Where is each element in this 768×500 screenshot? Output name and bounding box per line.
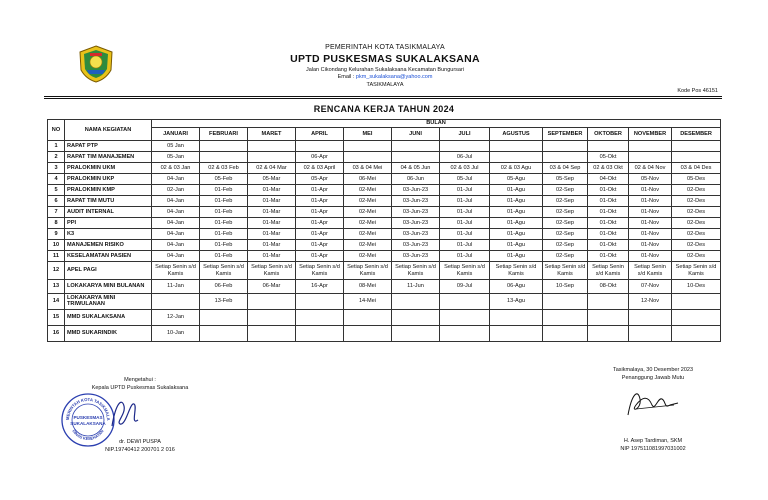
schedule-cell: 01-Jul [440, 218, 490, 229]
schedule-cell: 03-Jun-23 [392, 218, 440, 229]
header-month: SEPTEMBER [543, 128, 588, 141]
work-plan-table [47, 119, 721, 342]
table-row [48, 185, 721, 196]
table-row [48, 207, 721, 218]
schedule-cell [629, 141, 672, 152]
schedule-cell: 01-Mar [248, 185, 296, 196]
schedule-cell: 05-Okt [588, 152, 629, 163]
header-month: DESEMBER [672, 128, 721, 141]
schedule-cell [248, 325, 296, 341]
schedule-cell: 02 & 03 Feb [200, 163, 248, 174]
schedule-cell [296, 293, 344, 309]
activity-name: AUDIT INTERNAL [65, 207, 152, 218]
schedule-cell: 02-Des [672, 207, 721, 218]
city-emblem-logo [76, 44, 116, 84]
schedule-cell: 02-Mei [344, 251, 392, 262]
signature-name-left-block [60, 438, 220, 454]
schedule-cell [490, 309, 543, 325]
schedule-cell: 06-Apr [296, 152, 344, 163]
schedule-cell [152, 293, 200, 309]
schedule-cell: 03-Jun-23 [392, 251, 440, 262]
header-month: JUNI [392, 128, 440, 141]
schedule-cell: 03-Jun-23 [392, 207, 440, 218]
table-row [48, 262, 721, 280]
schedule-cell: 02-Des [672, 229, 721, 240]
row-number: 14 [48, 293, 65, 309]
schedule-cell: 12-Jan [152, 309, 200, 325]
schedule-cell: 01-Jul [440, 207, 490, 218]
header-month: JANUARI [152, 128, 200, 141]
schedule-cell: 01-Nov [629, 185, 672, 196]
activity-name: LOKAKARYA MINI TRIWULANAN [65, 293, 152, 309]
schedule-cell [672, 152, 721, 163]
work-plan-body [48, 141, 721, 342]
activity-name: PRALOKMIN UKM [65, 163, 152, 174]
schedule-cell [344, 325, 392, 341]
schedule-cell [248, 309, 296, 325]
schedule-cell: 01-Apr [296, 218, 344, 229]
schedule-cell: 01-Agu [490, 229, 543, 240]
schedule-cell: 02-Mei [344, 207, 392, 218]
schedule-cell: 01-Jul [440, 240, 490, 251]
schedule-cell: 03 & 04 Mei [344, 163, 392, 174]
schedule-cell: 01-Feb [200, 240, 248, 251]
schedule-cell: 02-Jan [152, 185, 200, 196]
schedule-cell: 02-Sep [543, 196, 588, 207]
row-number: 1 [48, 141, 65, 152]
letterhead-government: PEMERINTAH KOTA TASIKMALAYA [325, 44, 445, 51]
schedule-cell: 10-Jan [152, 325, 200, 341]
schedule-cell: 01-Mar [248, 207, 296, 218]
schedule-cell: 01-Apr [296, 251, 344, 262]
schedule-cell [543, 309, 588, 325]
email-link[interactable]: pkm_sukalaksana@yahoo.com [355, 74, 433, 80]
schedule-cell: 04-Jan [152, 240, 200, 251]
table-row [48, 293, 721, 309]
activity-name: KESELAMATAN PASIEN [65, 251, 152, 262]
header-kegiatan: NAMA KEGIATAN [65, 120, 152, 141]
table-row [48, 218, 721, 229]
schedule-cell [440, 293, 490, 309]
schedule-cell: 06-Jul [440, 152, 490, 163]
schedule-cell: 01-Okt [588, 218, 629, 229]
schedule-cell: 01-Agu [490, 251, 543, 262]
header-month: JULI [440, 128, 490, 141]
schedule-cell: 02-Mei [344, 218, 392, 229]
letterhead-organization: UPTD PUSKESMAS SUKALAKSANA [290, 53, 480, 65]
header-bulan: BULAN [152, 120, 721, 128]
schedule-cell: Setiap Senin s/d Kamis [200, 262, 248, 280]
schedule-cell: 03-Jun-23 [392, 240, 440, 251]
schedule-cell [543, 141, 588, 152]
header-no: NO [48, 120, 65, 141]
schedule-cell [392, 325, 440, 341]
schedule-cell: 01-Apr [296, 196, 344, 207]
schedule-cell: 06-Agu [490, 280, 543, 294]
letterhead-divider-thin [44, 98, 722, 99]
schedule-cell: 02-Mei [344, 185, 392, 196]
schedule-cell: 13-Feb [200, 293, 248, 309]
schedule-cell [248, 141, 296, 152]
schedule-cell: 05-Nov [629, 174, 672, 185]
schedule-cell: 01-Okt [588, 251, 629, 262]
row-number: 15 [48, 309, 65, 325]
letterhead-address: Jalan Cikondang Kelurahan Sukalaksana Kecamatan Bungursari [305, 67, 465, 73]
place-date: Tasikmalaya, 30 Desember 2023 [612, 367, 694, 373]
schedule-cell [200, 141, 248, 152]
schedule-cell: 02 & 03 Okt [588, 163, 629, 174]
activity-name: LOKAKARYA MINI BULANAN [65, 280, 152, 294]
header-month: MEI [344, 128, 392, 141]
row-number: 8 [48, 218, 65, 229]
schedule-cell: 01-Feb [200, 196, 248, 207]
activity-name: PRALOKMIN UKP [65, 174, 152, 185]
schedule-cell: Setiap Senin s/d Kamis [344, 262, 392, 280]
quality-officer-name: H. Asep Tardiman, SKM [623, 438, 683, 444]
row-number: 9 [48, 229, 65, 240]
schedule-cell: 02 & 03 Agu [490, 163, 543, 174]
schedule-cell [543, 325, 588, 341]
schedule-cell: 10-Sep [543, 280, 588, 294]
schedule-cell: 01-Agu [490, 196, 543, 207]
activity-name: PRALOKMIN KMP [65, 185, 152, 196]
schedule-cell: 04-Jan [152, 229, 200, 240]
schedule-cell: 07-Nov [629, 280, 672, 294]
schedule-cell [588, 325, 629, 341]
schedule-cell: 01-Apr [296, 207, 344, 218]
signature-left [108, 396, 142, 432]
schedule-cell [588, 141, 629, 152]
table-row [48, 174, 721, 185]
schedule-cell [588, 309, 629, 325]
schedule-cell: 05-Apr [296, 174, 344, 185]
schedule-cell [392, 141, 440, 152]
schedule-cell: 05-Des [672, 174, 721, 185]
schedule-cell: 02-Mei [344, 240, 392, 251]
schedule-cell [392, 309, 440, 325]
schedule-cell: Setiap Senin s/d Kamis [629, 262, 672, 280]
schedule-cell: 01-Okt [588, 207, 629, 218]
quality-officer-nip: NIP 197511081997031002 [620, 446, 686, 452]
activity-name: MANAJEMEN RISIKO [65, 240, 152, 251]
schedule-cell: Setiap Senin s/d Kamis [296, 262, 344, 280]
schedule-cell: 01-Feb [200, 229, 248, 240]
schedule-cell: 05-Jan [152, 152, 200, 163]
table-row [48, 309, 721, 325]
schedule-cell [490, 325, 543, 341]
schedule-cell: 01-Nov [629, 251, 672, 262]
stamp-bottom-text: DINAS KESEHATAN [71, 428, 105, 442]
row-number: 2 [48, 152, 65, 163]
letterhead-city: TASIKMALAYA [366, 82, 404, 88]
signature-block-left [60, 376, 220, 392]
schedule-cell [629, 325, 672, 341]
schedule-cell: 06-Feb [200, 280, 248, 294]
schedule-cell: 01-Feb [200, 218, 248, 229]
activity-name: PPI [65, 218, 152, 229]
schedule-cell: 01-Okt [588, 185, 629, 196]
schedule-cell: 01-Mar [248, 229, 296, 240]
stamp-top-text: MERINTAH KOTA TASIKMALA [64, 396, 112, 421]
schedule-cell: 02-Sep [543, 251, 588, 262]
email-label: Email : [337, 74, 356, 80]
schedule-cell: 05 Jan [152, 141, 200, 152]
schedule-cell: 04-Jan [152, 174, 200, 185]
row-number: 6 [48, 196, 65, 207]
schedule-cell [248, 152, 296, 163]
schedule-cell: 01-Agu [490, 218, 543, 229]
schedule-cell: Setiap Senin s/d Kamis [588, 262, 629, 280]
row-number: 12 [48, 262, 65, 280]
stamp-mid-1: PUSKESMAS [73, 415, 103, 420]
schedule-cell: 08-Mei [344, 280, 392, 294]
signature-block-right [588, 366, 718, 382]
schedule-cell: 01-Agu [490, 185, 543, 196]
schedule-cell: 01-Apr [296, 240, 344, 251]
schedule-cell: 02-Sep [543, 229, 588, 240]
schedule-cell: 02-Mei [344, 196, 392, 207]
table-row [48, 152, 721, 163]
acknowledged-label: Mengetahui : [124, 377, 156, 383]
schedule-cell: 02 & 03 April [296, 163, 344, 174]
schedule-cell: 04-Jan [152, 218, 200, 229]
activity-name: RAPAT TIM MANAJEMEN [65, 152, 152, 163]
schedule-cell: 01-Okt [588, 229, 629, 240]
schedule-cell [672, 141, 721, 152]
schedule-cell: 01-Agu [490, 207, 543, 218]
schedule-cell: 02-Sep [543, 207, 588, 218]
schedule-cell: 13-Agu [490, 293, 543, 309]
schedule-cell: 01-Nov [629, 196, 672, 207]
schedule-cell: 11-Jan [152, 280, 200, 294]
activity-name: MMD SUKARINDIK [65, 325, 152, 341]
activity-name: K3 [65, 229, 152, 240]
row-number: 4 [48, 174, 65, 185]
schedule-cell: 10-Des [672, 280, 721, 294]
schedule-cell [672, 293, 721, 309]
table-row [48, 251, 721, 262]
activity-name: RAPAT TIM MUTU [65, 196, 152, 207]
schedule-cell [588, 293, 629, 309]
schedule-cell: 01-Jul [440, 196, 490, 207]
postal-code: Kode Pos 46151 [677, 88, 718, 94]
table-row [48, 141, 721, 152]
schedule-cell: 02 & 04 Nov [629, 163, 672, 174]
schedule-cell: 06-Mei [344, 174, 392, 185]
table-row [48, 196, 721, 207]
schedule-cell: 05-Agu [490, 174, 543, 185]
schedule-cell: 01-Mar [248, 196, 296, 207]
header-month: OKTOBER [588, 128, 629, 141]
schedule-cell: 03 & 04 Sep [543, 163, 588, 174]
row-number: 5 [48, 185, 65, 196]
schedule-cell [392, 293, 440, 309]
schedule-cell [344, 309, 392, 325]
schedule-cell: 03-Jun-23 [392, 229, 440, 240]
signature-name-right-block [588, 437, 718, 453]
schedule-cell: 08-Okt [588, 280, 629, 294]
row-number: 7 [48, 207, 65, 218]
schedule-cell: 11-Jun [392, 280, 440, 294]
table-row [48, 229, 721, 240]
schedule-cell: 01-Jul [440, 229, 490, 240]
table-row [48, 240, 721, 251]
header-month: FEBRUARI [200, 128, 248, 141]
table-row [48, 325, 721, 341]
schedule-cell: 02-Sep [543, 185, 588, 196]
schedule-cell: 02 & 03 Jan [152, 163, 200, 174]
schedule-cell: 01-Nov [629, 207, 672, 218]
row-number: 13 [48, 280, 65, 294]
schedule-cell [344, 141, 392, 152]
schedule-cell [672, 309, 721, 325]
schedule-cell: 02-Des [672, 185, 721, 196]
schedule-cell: 01-Apr [296, 229, 344, 240]
schedule-cell: 14-Mei [344, 293, 392, 309]
letterhead [200, 44, 570, 88]
schedule-cell [440, 141, 490, 152]
schedule-cell: 01-Okt [588, 240, 629, 251]
schedule-cell: 02-Des [672, 196, 721, 207]
letterhead-divider [44, 96, 722, 97]
schedule-cell [392, 152, 440, 163]
schedule-cell [629, 309, 672, 325]
schedule-cell: Setiap Senin s/d Kamis [490, 262, 543, 280]
schedule-cell [296, 141, 344, 152]
schedule-cell: 06-Mar [248, 280, 296, 294]
schedule-cell: 04-Jan [152, 196, 200, 207]
schedule-cell [200, 325, 248, 341]
schedule-cell: 05-Feb [200, 174, 248, 185]
schedule-cell [296, 309, 344, 325]
schedule-cell: 01-Mar [248, 251, 296, 262]
schedule-cell [200, 309, 248, 325]
row-number: 10 [48, 240, 65, 251]
letterhead-email-line [200, 74, 570, 80]
schedule-cell: Setiap Senin s/d Kamis [248, 262, 296, 280]
schedule-cell: 04-Jan [152, 207, 200, 218]
schedule-cell: 01-Agu [490, 240, 543, 251]
activity-name: APEL PAGI [65, 262, 152, 280]
schedule-cell: 02 & 04 Mar [248, 163, 296, 174]
schedule-cell: 01-Nov [629, 240, 672, 251]
schedule-cell: Setiap Senin s/d Kamis [672, 262, 721, 280]
schedule-cell: Setiap Senin s/d Kamis [152, 262, 200, 280]
stamp-mid-2: SUKALAKSANA [70, 421, 106, 426]
schedule-cell [296, 325, 344, 341]
schedule-cell: 01-Jul [440, 185, 490, 196]
schedule-cell [344, 152, 392, 163]
schedule-cell: 02-Sep [543, 240, 588, 251]
schedule-cell: 03 & 04 Des [672, 163, 721, 174]
table-row [48, 280, 721, 294]
header-month: APRIL [296, 128, 344, 141]
schedule-cell: 01-Jul [440, 251, 490, 262]
schedule-cell: 01-Mar [248, 218, 296, 229]
head-name: dr. DEWI PUSPA [119, 439, 161, 445]
schedule-cell: 16-Apr [296, 280, 344, 294]
schedule-cell: 05-Mar [248, 174, 296, 185]
head-title: Kepala UPTD Puskesmas Sukalaksana [91, 385, 189, 391]
header-month: AGUSTUS [490, 128, 543, 141]
schedule-cell [200, 152, 248, 163]
schedule-cell: 01-Nov [629, 229, 672, 240]
schedule-cell: 04 & 05 Jun [392, 163, 440, 174]
schedule-cell: 01-Apr [296, 185, 344, 196]
schedule-cell: 04-Okt [588, 174, 629, 185]
schedule-cell: 05-Jul [440, 174, 490, 185]
schedule-cell [672, 325, 721, 341]
schedule-cell [490, 152, 543, 163]
schedule-cell: 03-Jun-23 [392, 196, 440, 207]
schedule-cell: 04-Jan [152, 251, 200, 262]
schedule-cell [543, 152, 588, 163]
schedule-cell: Setiap Senin s/d Kamis [543, 262, 588, 280]
schedule-cell [440, 309, 490, 325]
head-nip: NIP.19740412 200701 2 016 [105, 447, 175, 453]
schedule-cell: 02-Des [672, 218, 721, 229]
table-row [48, 163, 721, 174]
schedule-cell [248, 293, 296, 309]
row-number: 3 [48, 163, 65, 174]
schedule-cell [543, 293, 588, 309]
schedule-cell: 01-Okt [588, 196, 629, 207]
schedule-cell: 01-Feb [200, 185, 248, 196]
header-month: MARET [248, 128, 296, 141]
activity-name: RAPAT PTP [65, 141, 152, 152]
schedule-cell [629, 152, 672, 163]
row-number: 16 [48, 325, 65, 341]
schedule-cell [490, 141, 543, 152]
schedule-cell: 02-Mei [344, 229, 392, 240]
schedule-cell: Setiap Senin s/d Kamis [392, 262, 440, 280]
schedule-cell: 01-Feb [200, 207, 248, 218]
schedule-cell: 05-Sep [543, 174, 588, 185]
header-month: NOVEMBER [629, 128, 672, 141]
schedule-cell [440, 325, 490, 341]
schedule-cell: 02-Sep [543, 218, 588, 229]
activity-name: MMD SUKALAKSANA [65, 309, 152, 325]
quality-officer-title: Penanggung Jawab Mutu [621, 375, 685, 381]
schedule-cell: 02-Des [672, 251, 721, 262]
schedule-cell: 02 & 03 Jul [440, 163, 490, 174]
schedule-cell: 12-Nov [629, 293, 672, 309]
schedule-cell: 06-Jun [392, 174, 440, 185]
document-title: RENCANA KERJA TAHUN 2024 [313, 104, 455, 114]
schedule-cell: 03-Jun-23 [392, 185, 440, 196]
schedule-cell: 01-Feb [200, 251, 248, 262]
row-number: 11 [48, 251, 65, 262]
schedule-cell: Setiap Senin s/d Kamis [440, 262, 490, 280]
schedule-cell: 09-Jul [440, 280, 490, 294]
schedule-cell: 01-Mar [248, 240, 296, 251]
schedule-cell: 02-Des [672, 240, 721, 251]
schedule-cell: 01-Nov [629, 218, 672, 229]
signature-right [622, 385, 682, 421]
